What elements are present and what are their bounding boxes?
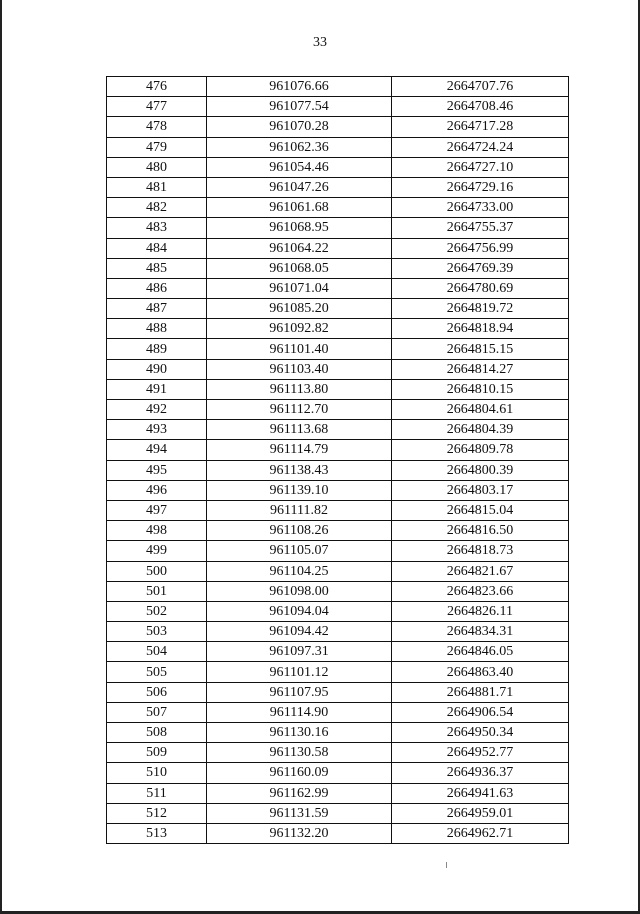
point-number-cell: 492 xyxy=(107,400,207,420)
point-number-cell: 493 xyxy=(107,420,207,440)
x-coordinate-cell: 961064.22 xyxy=(207,238,392,258)
y-coordinate-cell: 2664950.34 xyxy=(392,723,569,743)
x-coordinate-cell: 961092.82 xyxy=(207,319,392,339)
x-coordinate-cell: 961068.95 xyxy=(207,218,392,238)
y-coordinate-cell: 2664804.39 xyxy=(392,420,569,440)
table-row xyxy=(107,803,569,823)
y-coordinate-cell: 2664936.37 xyxy=(392,763,569,783)
point-number-cell: 488 xyxy=(107,319,207,339)
x-coordinate-cell: 961111.82 xyxy=(207,500,392,520)
table-row xyxy=(107,601,569,621)
point-number-cell: 511 xyxy=(107,783,207,803)
x-coordinate-cell: 961138.43 xyxy=(207,460,392,480)
y-coordinate-cell: 2664756.99 xyxy=(392,238,569,258)
x-coordinate-cell: 961085.20 xyxy=(207,299,392,319)
table-row xyxy=(107,480,569,500)
coordinate-table xyxy=(106,76,569,844)
point-number-cell: 491 xyxy=(107,379,207,399)
page-edge-left xyxy=(0,0,2,914)
table-row xyxy=(107,157,569,177)
point-number-cell: 487 xyxy=(107,299,207,319)
y-coordinate-cell: 2664800.39 xyxy=(392,460,569,480)
y-coordinate-cell: 2664780.69 xyxy=(392,278,569,298)
y-coordinate-cell: 2664819.72 xyxy=(392,299,569,319)
y-coordinate-cell: 2664755.37 xyxy=(392,218,569,238)
x-coordinate-cell: 961071.04 xyxy=(207,278,392,298)
x-coordinate-cell: 961105.07 xyxy=(207,541,392,561)
y-coordinate-cell: 2664834.31 xyxy=(392,622,569,642)
y-coordinate-cell: 2664826.11 xyxy=(392,601,569,621)
y-coordinate-cell: 2664815.15 xyxy=(392,339,569,359)
point-number-cell: 506 xyxy=(107,682,207,702)
x-coordinate-cell: 961114.90 xyxy=(207,702,392,722)
table-row xyxy=(107,117,569,137)
point-number-cell: 513 xyxy=(107,823,207,843)
point-number-cell: 501 xyxy=(107,581,207,601)
point-number-cell: 480 xyxy=(107,157,207,177)
table-row xyxy=(107,622,569,642)
table-row xyxy=(107,319,569,339)
table-row xyxy=(107,238,569,258)
table-row xyxy=(107,561,569,581)
y-coordinate-cell: 2664816.50 xyxy=(392,521,569,541)
x-coordinate-cell: 961097.31 xyxy=(207,642,392,662)
x-coordinate-cell: 961130.58 xyxy=(207,743,392,763)
y-coordinate-cell: 2664804.61 xyxy=(392,400,569,420)
point-number-cell: 495 xyxy=(107,460,207,480)
point-number-cell: 490 xyxy=(107,359,207,379)
table-row xyxy=(107,521,569,541)
table-row xyxy=(107,137,569,157)
y-coordinate-cell: 2664962.71 xyxy=(392,823,569,843)
page-number: 33 xyxy=(313,35,327,50)
y-coordinate-cell: 2664959.01 xyxy=(392,803,569,823)
x-coordinate-cell: 961131.59 xyxy=(207,803,392,823)
point-number-cell: 507 xyxy=(107,702,207,722)
y-coordinate-cell: 2664809.78 xyxy=(392,440,569,460)
x-coordinate-cell: 961077.54 xyxy=(207,97,392,117)
x-coordinate-cell: 961062.36 xyxy=(207,137,392,157)
point-number-cell: 512 xyxy=(107,803,207,823)
x-coordinate-cell: 961101.12 xyxy=(207,662,392,682)
table-row xyxy=(107,581,569,601)
point-number-cell: 484 xyxy=(107,238,207,258)
point-number-cell: 510 xyxy=(107,763,207,783)
x-coordinate-cell: 961068.05 xyxy=(207,258,392,278)
y-coordinate-cell: 2664952.77 xyxy=(392,743,569,763)
table-row xyxy=(107,823,569,843)
y-coordinate-cell: 2664941.63 xyxy=(392,783,569,803)
y-coordinate-cell: 2664818.94 xyxy=(392,319,569,339)
point-number-cell: 509 xyxy=(107,743,207,763)
table-row xyxy=(107,763,569,783)
x-coordinate-cell: 961107.95 xyxy=(207,682,392,702)
y-coordinate-cell: 2664769.39 xyxy=(392,258,569,278)
table-row xyxy=(107,359,569,379)
x-coordinate-cell: 961054.46 xyxy=(207,157,392,177)
x-coordinate-cell: 961108.26 xyxy=(207,521,392,541)
point-number-cell: 508 xyxy=(107,723,207,743)
table-row xyxy=(107,177,569,197)
table-row xyxy=(107,278,569,298)
point-number-cell: 504 xyxy=(107,642,207,662)
point-number-cell: 500 xyxy=(107,561,207,581)
y-coordinate-cell: 2664821.67 xyxy=(392,561,569,581)
x-coordinate-cell: 961094.04 xyxy=(207,601,392,621)
table-row xyxy=(107,783,569,803)
x-coordinate-cell: 961070.28 xyxy=(207,117,392,137)
table-row xyxy=(107,420,569,440)
point-number-cell: 479 xyxy=(107,137,207,157)
y-coordinate-cell: 2664881.71 xyxy=(392,682,569,702)
point-number-cell: 497 xyxy=(107,500,207,520)
x-coordinate-cell: 961112.70 xyxy=(207,400,392,420)
table-row xyxy=(107,702,569,722)
point-number-cell: 502 xyxy=(107,601,207,621)
table-row xyxy=(107,460,569,480)
x-coordinate-cell: 961104.25 xyxy=(207,561,392,581)
x-coordinate-cell: 961113.68 xyxy=(207,420,392,440)
table-row xyxy=(107,743,569,763)
scan-mark xyxy=(446,862,447,868)
table-row xyxy=(107,682,569,702)
table-row xyxy=(107,440,569,460)
table-row xyxy=(107,642,569,662)
x-coordinate-cell: 961098.00 xyxy=(207,581,392,601)
x-coordinate-cell: 961162.99 xyxy=(207,783,392,803)
point-number-cell: 494 xyxy=(107,440,207,460)
table-row xyxy=(107,77,569,97)
point-number-cell: 489 xyxy=(107,339,207,359)
point-number-cell: 477 xyxy=(107,97,207,117)
x-coordinate-cell: 961130.16 xyxy=(207,723,392,743)
x-coordinate-cell: 961132.20 xyxy=(207,823,392,843)
table-row xyxy=(107,299,569,319)
point-number-cell: 499 xyxy=(107,541,207,561)
x-coordinate-cell: 961076.66 xyxy=(207,77,392,97)
y-coordinate-cell: 2664803.17 xyxy=(392,480,569,500)
y-coordinate-cell: 2664707.76 xyxy=(392,77,569,97)
y-coordinate-cell: 2664717.28 xyxy=(392,117,569,137)
point-number-cell: 476 xyxy=(107,77,207,97)
y-coordinate-cell: 2664815.04 xyxy=(392,500,569,520)
x-coordinate-cell: 961094.42 xyxy=(207,622,392,642)
y-coordinate-cell: 2664733.00 xyxy=(392,198,569,218)
x-coordinate-cell: 961160.09 xyxy=(207,763,392,783)
point-number-cell: 505 xyxy=(107,662,207,682)
point-number-cell: 485 xyxy=(107,258,207,278)
table-row xyxy=(107,541,569,561)
point-number-cell: 486 xyxy=(107,278,207,298)
x-coordinate-cell: 961103.40 xyxy=(207,359,392,379)
point-number-cell: 482 xyxy=(107,198,207,218)
point-number-cell: 496 xyxy=(107,480,207,500)
table-row xyxy=(107,339,569,359)
table-row xyxy=(107,662,569,682)
y-coordinate-cell: 2664708.46 xyxy=(392,97,569,117)
y-coordinate-cell: 2664846.05 xyxy=(392,642,569,662)
table-row xyxy=(107,723,569,743)
x-coordinate-cell: 961047.26 xyxy=(207,177,392,197)
y-coordinate-cell: 2664818.73 xyxy=(392,541,569,561)
table-row xyxy=(107,258,569,278)
x-coordinate-cell: 961114.79 xyxy=(207,440,392,460)
table-row xyxy=(107,379,569,399)
y-coordinate-cell: 2664814.27 xyxy=(392,359,569,379)
x-coordinate-cell: 961061.68 xyxy=(207,198,392,218)
point-number-cell: 498 xyxy=(107,521,207,541)
y-coordinate-cell: 2664810.15 xyxy=(392,379,569,399)
x-coordinate-cell: 961113.80 xyxy=(207,379,392,399)
table-row xyxy=(107,218,569,238)
y-coordinate-cell: 2664863.40 xyxy=(392,662,569,682)
table-row xyxy=(107,500,569,520)
y-coordinate-cell: 2664906.54 xyxy=(392,702,569,722)
y-coordinate-cell: 2664729.16 xyxy=(392,177,569,197)
point-number-cell: 503 xyxy=(107,622,207,642)
table-row xyxy=(107,198,569,218)
table-row xyxy=(107,97,569,117)
coordinate-table-body xyxy=(107,77,569,844)
y-coordinate-cell: 2664724.24 xyxy=(392,137,569,157)
x-coordinate-cell: 961139.10 xyxy=(207,480,392,500)
y-coordinate-cell: 2664727.10 xyxy=(392,157,569,177)
point-number-cell: 481 xyxy=(107,177,207,197)
point-number-cell: 478 xyxy=(107,117,207,137)
table-row xyxy=(107,400,569,420)
y-coordinate-cell: 2664823.66 xyxy=(392,581,569,601)
x-coordinate-cell: 961101.40 xyxy=(207,339,392,359)
point-number-cell: 483 xyxy=(107,218,207,238)
